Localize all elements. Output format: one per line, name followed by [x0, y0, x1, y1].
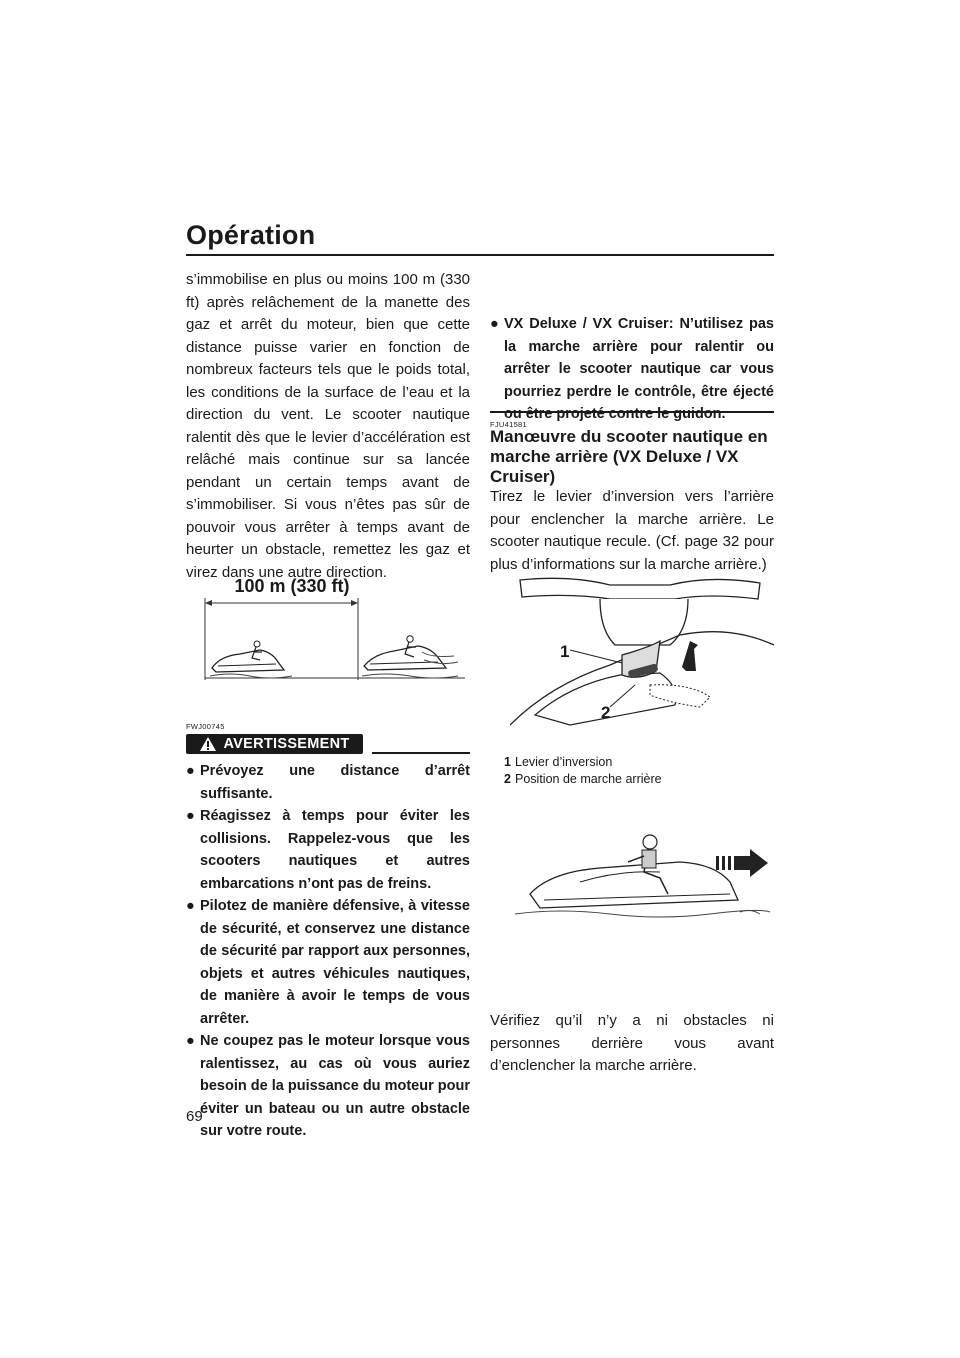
- warning-rule: [372, 752, 470, 754]
- bullet-icon: ●: [186, 763, 195, 779]
- jet-ski-icon: [362, 636, 458, 678]
- warning-triangle-icon: [199, 736, 217, 752]
- legend-item: 1 Levier d’inversion: [504, 755, 613, 769]
- section-heading: Manœuvre du scooter nautique en marche arrière (VX Deluxe / VX Cruiser): [490, 427, 768, 486]
- body-paragraph: s’immobilise en plus ou moins 100 m (330 ft) après relâchement de la manette des gaz et arrêt du moteur, bien que cette distance puisse varier en fonction de nombreux facteurs tels que le poids total, les conditions de la surface de l’eau et la direction du vent. Le scooter nautique ralentit dès que le levier d’accélération est relâché mais continue sur sa lancée pendant un certain temps avant de s’immobiliser. Si vous n’êtes pas sûr de pouvoir vous arrêter à temps avant de heurter un obstacle, remettez les gaz et virez dans une autre direction.: [186, 271, 470, 581]
- warning-item: ● Réagissez à temps pour éviter les collisions. Rappelez-vous que les scooters nautiques et autres embarcations n’ont pas de freins.: [186, 805, 470, 895]
- page-number: 69: [186, 1108, 203, 1125]
- callout-1: 1: [560, 642, 570, 661]
- distance-label: 100 m (330 ft): [234, 576, 350, 596]
- bullet-icon: ●: [186, 808, 195, 824]
- direction-arrow-icon: [716, 849, 768, 877]
- closing-paragraph: Vérifiez qu’il n’y a ni obstacles ni personnes derrière vous avant d’enclencher la marche arrière.: [490, 1012, 774, 1074]
- stopping-distance-figure: [200, 570, 470, 695]
- reverse-motion-figure: [510, 822, 774, 942]
- bullet-icon: ●: [186, 1033, 195, 1049]
- bullet-icon: ●: [490, 316, 499, 332]
- title-rule: [186, 254, 774, 256]
- figure-legend: [504, 754, 662, 788]
- section-code: FJU41581: [490, 420, 528, 429]
- bullet-icon: ●: [186, 898, 195, 914]
- warning-end-rule: [490, 411, 774, 413]
- page-title: Opération: [186, 220, 316, 250]
- warning-code: FWJ00745: [186, 722, 225, 731]
- callout-2: 2: [601, 703, 611, 722]
- warning-item: ● VX Deluxe / VX Cruiser: N’utilisez pas la marche arrière pour ralentir ou arrêter le scooter nautique car vous pourriez perdre le contrôle, être éjecté ou être projeté contre le guidon.: [490, 313, 774, 426]
- warning-item: ● Pilotez de manière défensive, à vitesse de sécurité, et conservez une distance de sécurité par rapport aux personnes, objets et autres véhicules nautiques, de manière à avoir le temps de vous arrêter.: [186, 895, 470, 1030]
- warning-item: ● Ne coupez pas le moteur lorsque vous ralentissez, au cas où vous auriez besoin de la puissance du moteur pour éviter un bateau ou un autre obstacle sur votre route.: [186, 1030, 470, 1143]
- section-intro: Tirez le levier d’inversion vers l’arrière pour enclencher la marche arrière. Le scooter nautique recule. (Cf. page 32 pour plus d’informations sur la marche arrière.): [490, 488, 774, 573]
- warning-item: ● Prévoyez une distance d’arrêt suffisante.: [186, 760, 470, 805]
- warning-list-left: [186, 760, 470, 1143]
- reverse-lever-figure: [510, 575, 774, 745]
- jet-ski-icon: [210, 641, 292, 678]
- warning-label: AVERTISSEMENT: [223, 736, 350, 752]
- warning-list-right: [490, 313, 774, 426]
- legend-item: 2 Position de marche arrière: [504, 772, 662, 786]
- warning-badge: [186, 734, 363, 754]
